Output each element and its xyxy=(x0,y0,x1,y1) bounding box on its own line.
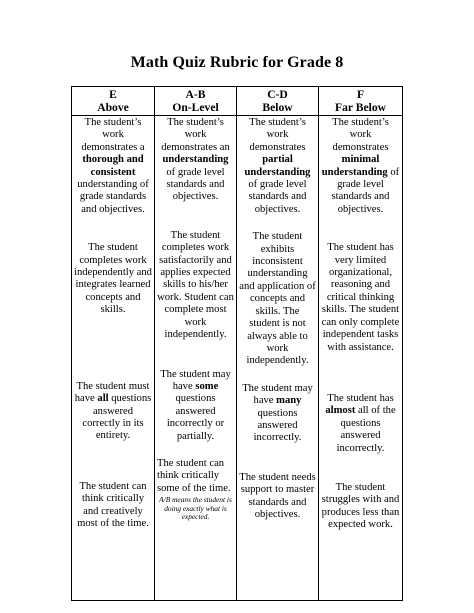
text-fragment: The student’s work demonstrates a xyxy=(81,117,145,153)
emphasis: all xyxy=(97,393,109,405)
text-fragment: questions answered incorrectly or partially. xyxy=(166,393,225,442)
criterion-thinking: The student can think critically and creatively most of the time. xyxy=(77,480,149,529)
grade-label: Above xyxy=(97,101,129,114)
emphasis: thorough and consistent xyxy=(82,154,144,178)
emphasis: minimal understanding xyxy=(321,154,388,178)
criterion-thinking: The student needs support to master standards and objectives. xyxy=(239,471,316,520)
header-cell-f xyxy=(319,87,403,116)
grade-letter: A-B xyxy=(185,88,206,101)
text-fragment: all of the questions answered incorrectly. xyxy=(336,405,396,454)
criterion-independence: The student exhibits inconsistent understanding and application of concepts and skills. The student is not always able to work independently. xyxy=(239,231,316,367)
emphasis: some xyxy=(195,380,219,392)
rubric-cell-f xyxy=(319,116,403,601)
text-fragment: The student has xyxy=(327,392,394,404)
text-fragment: The student must have xyxy=(74,380,150,405)
text-fragment: questions answered correctly in its entirety. xyxy=(82,393,152,442)
text-fragment: of grade level standards and objectives. xyxy=(248,179,307,215)
grade-label: On-Level xyxy=(172,101,219,114)
criterion-thinking: The student struggles with and produces less than expected work. xyxy=(321,481,400,531)
rubric-cell-ab xyxy=(155,116,237,601)
emphasis: many xyxy=(276,395,302,407)
emphasis: almost xyxy=(325,405,356,417)
criterion-independence: The student completes work independently and integrates learned concepts and skills. xyxy=(74,242,152,316)
emphasis: partial understanding xyxy=(244,154,311,178)
text-fragment: The student’s work demonstrates an xyxy=(161,117,230,153)
header-cell-ab xyxy=(155,87,237,116)
rubric-cell-e xyxy=(72,116,155,601)
text-fragment: The student’s work demonstrates xyxy=(332,117,389,153)
criterion-independence: The student has very limited organizational, reasoning and critical thinking skills. The student can only complete independent tasks with assistance. xyxy=(321,242,400,353)
grade-label: Below xyxy=(262,101,293,114)
body-row xyxy=(72,116,403,601)
text-fragment: The student’s work demonstrates xyxy=(249,117,306,153)
criterion-understanding xyxy=(74,117,152,216)
grade-letter: F xyxy=(356,88,365,101)
criterion-accuracy xyxy=(157,369,234,443)
header-cell-cd xyxy=(237,87,319,116)
text-fragment: of grade level standards and objectives. xyxy=(166,166,225,203)
rubric-table xyxy=(71,86,403,601)
criterion-accuracy xyxy=(74,381,152,443)
criterion-understanding xyxy=(321,117,400,216)
criterion-independence: The student completes work satisfactorily and applies expected skills to his/her work. Student can complete most work independently. xyxy=(157,229,234,341)
criterion-thinking: The student can think critically some of the time. xyxy=(157,457,231,494)
criterion-understanding xyxy=(157,117,234,204)
text-fragment: of grade level standards and objectives. xyxy=(331,166,400,215)
emphasis: understanding xyxy=(162,154,229,166)
header-cell-e xyxy=(72,87,155,116)
grade-label: Far Below xyxy=(335,101,386,114)
text-fragment: The student may have xyxy=(242,382,313,407)
text-fragment: understanding of grade standards and objectives. xyxy=(77,179,149,215)
text-fragment: The student may have xyxy=(160,368,231,392)
criterion-understanding xyxy=(239,117,316,216)
page-title: Math Quiz Rubric for Grade 8 xyxy=(130,54,344,71)
grade-letter: C-D xyxy=(267,88,288,101)
grade-letter: E xyxy=(109,88,117,101)
criterion-accuracy xyxy=(239,383,316,445)
rubric-cell-cd xyxy=(237,116,319,601)
header-row xyxy=(72,87,403,116)
criterion-accuracy xyxy=(321,393,400,455)
text-fragment: questions answered incorrectly. xyxy=(253,407,302,444)
footnote-ab: A/B means the student is doing exactly what is expected. xyxy=(159,495,232,522)
